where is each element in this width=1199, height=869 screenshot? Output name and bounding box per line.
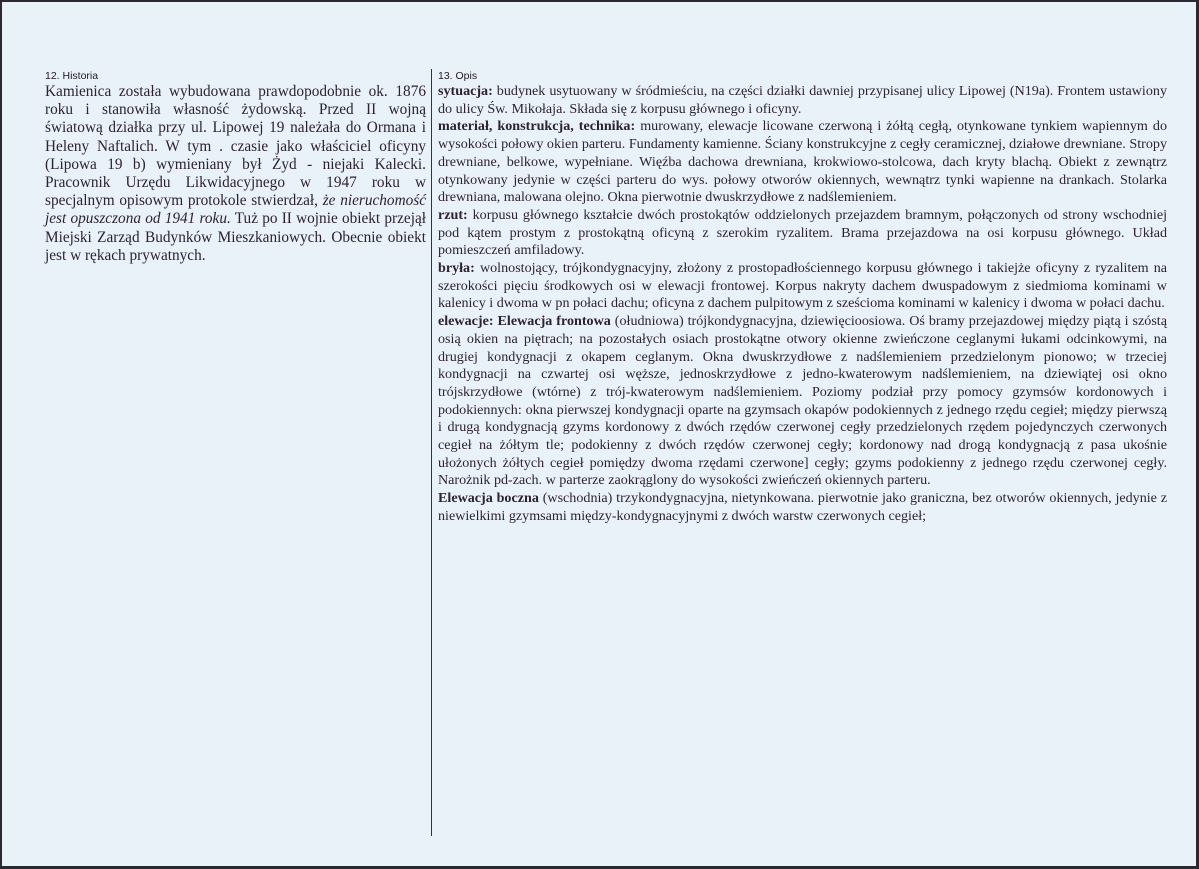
paragraph-text: budynek usytuowany w śródmieściu, na części działki dawniej przypisanej ulicy Lipowej (N19a). Frontem ustawiony do ulicy Św. Mikołaja. Składa się z korpusu głównego i oficyny.	[438, 83, 1167, 117]
paragraph-text: murowany, elewacje licowane czerwoną i żółtą cegłą, otynkowane tynkiem wapiennym do wysokości połowy okien parteru. Fundamenty kamienne. Ściany konstrukcyjne z cegły ceramicznej, działowe drewniane. Stropy drewniane, belkowe, wypełniane. Więźba dachowa drewniana, krokwiowo-stolcowa, dach kryty blachą. Obiekt z zewnątrz otynkowany jedynie w części parteru do wys. połowy otworów okiennych, wewnątrz tynki wapienne na drankach. Stolarka drewniana, malowana olejno. Okna pierwotnie dwuskrzydłowe z nadślemieniem.	[438, 118, 1167, 206]
term-label: sytuacja:	[438, 83, 493, 99]
history-section	[45, 70, 426, 265]
paragraph-material	[438, 118, 1167, 207]
scanned-page	[2, 2, 1196, 866]
subterm-label: Elewacja frontowa	[497, 313, 611, 330]
term-label: elewacje:	[438, 313, 494, 330]
paragraph-rzut	[438, 207, 1167, 260]
history-text-part: Tuż po II wojnie obiekt przejął Miejski Zarząd Budynków Mieszkaniowych. Obecnie obiekt jest w rękach prywatnych.	[45, 210, 426, 264]
description-label: 13. Opis	[438, 70, 478, 82]
paragraph-elewacja-boczna	[438, 490, 1167, 525]
term-label: materiał, konstrukcja, technika:	[438, 118, 636, 135]
paragraph-text: (ołudniowa) trójkondygnacyjna, dziewięcioosiowa. Oś bramy przejazdowej między piątą i szóstą osią okien na piętrach; na pozostałych osiach prostokątne otwory okienne zwieńczone ceglanymi łukami odcinkowymi, na drugiej kondygnacji z okapem ceglanym. Okna dwuskrzydłowe z nadślemieniem przedzielonym pionowo; w trzeciej kondygnacji na czwartej osi węższe, jednoskrzydłowe z jedno-kwaterowym nadślemieniem, na dziewiątej osi okno trójskrzydłowe (wtórne) z trój-kwaterowym nadślemieniem. Poziomy podział przy pomocy gzymsów kordonowych i podokiennych: okna pierwszej kondygnacji oparte na gzymsach okapów podokiennych z jednego rzędu cegieł; między pierwszą i drugą kondygnacją gzyms kordonowy z dwóch rzędów czerwonej cegły przedzielonych rzędem pojedynczych czerwonych cegieł na żółtym tle; podokienny z dwóch rzędów czerwonej cegły; kordonowy nad drogą kondygnacją z pasa ukośnie ułożonych żółtych cegieł pomiędzy dwoma rzędami czerwone] cegły; gzyms podokienny z jednego rzędu czerwonej cegły. Narożnik pd-zach. w parterze zaokrąglony do wysokości zwieńczeń okiennych parteru.	[438, 313, 1167, 489]
column-divider	[431, 69, 432, 836]
history-label: 12. Historia	[45, 70, 99, 82]
paragraph-bryla	[438, 260, 1167, 313]
term-label: rzut:	[438, 206, 468, 223]
subterm-label: Elewacja boczna	[438, 490, 539, 507]
history-text-part: Kamienica została wybudowana prawdopodobnie ok. 1876 roku i stanowiła własność żydowską. Przed II wojną światową działka przy ul. Lipowej 19 należała do Ormana i Heleny Naftalich. W tym . czasie jako właściciel oficyny (Lipowa 19 b) wymieniany był Żyd - niejaki Kalecki. Pracownik Urzędu Likwidacyjnego w 1947 roku w specjalnym opisowym protokole stwierdzał,	[45, 83, 426, 210]
paragraph-sytuacja	[438, 83, 1167, 118]
paragraph-text: korpusu głównego kształcie dwóch prostokątów oddzielonych przejazdem bramnym, połączonych od strony wschodniej pod kątem prostym z prostokątną oficyną z szerokim ryzalitem. Brama przejazdowa na osi korpusu głównego. Układ pomieszczeń amfiladowy.	[438, 206, 1167, 259]
paragraph-text: (wschodnia) trzykondygnacyjna, nietynkowana. pierwotnie jako graniczna, bez otworów okiennych, jedynie z niewielkimi gzymsami między-kondygnacyjnymi z dwóch warstw czerwonych cegieł;	[438, 490, 1167, 524]
paragraph-text: wolnostojący, trójkondygnacyjny, złożony z prostopadłościennego korpusu głównego i takiejże oficyny z ryzalitem na szerokości pięciu środkowych osi w elewacji frontowej. Korpus nakryty dachem dwuspadowym z siedmioma kominami w kalenicy i dwoma w pn połaci dachu; oficyna z dachem pulpitowym z sześcioma kominami w kalenicy i dwoma w połaci dachu.	[438, 260, 1167, 312]
term-label: bryła:	[438, 260, 475, 277]
history-text	[45, 83, 426, 265]
description-section	[438, 70, 1167, 526]
history-quote: że nieruchomość jest opuszczona od 1941 roku.	[45, 192, 427, 228]
paragraph-elewacje	[438, 313, 1167, 490]
